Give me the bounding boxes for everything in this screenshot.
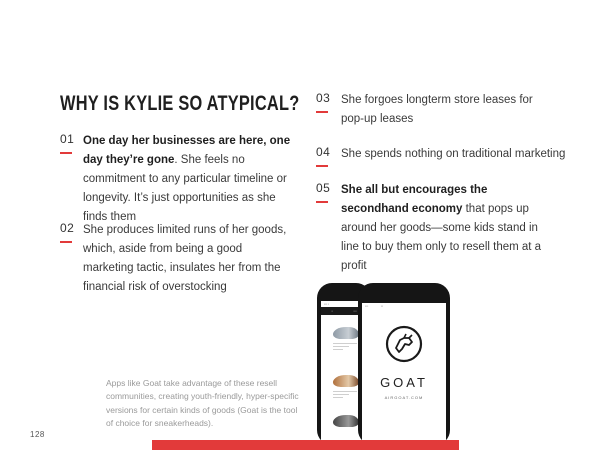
item-number: 03 xyxy=(316,91,331,105)
item-number: 02 xyxy=(60,221,75,235)
item-body-text: . She feels no commitment to any particular timeline or longevity. It’s just opportunities as she finds them xyxy=(83,154,287,223)
shoe-image xyxy=(333,375,359,387)
red-dash xyxy=(316,201,328,203)
goat-wordmark: GOAT xyxy=(380,375,428,390)
image-caption: Apps like Goat take advantage of these resell communities, creating youth-friendly, hyper-specific versions for certain kinds of goods (Goat is the tool of choice for sneakerheads). xyxy=(106,377,299,428)
list-item-02 xyxy=(60,221,300,301)
status-bar: ▪▪▪ ▪ xyxy=(324,302,330,306)
shoe-image xyxy=(333,415,359,427)
item-text xyxy=(341,91,541,129)
shoe-text-lines xyxy=(333,343,357,352)
shoe-text-lines xyxy=(333,391,357,400)
status-bar: ▪▪▪ ▪▪ xyxy=(365,304,383,308)
list-item-04 xyxy=(316,145,566,175)
item-text xyxy=(341,145,571,164)
item-text xyxy=(83,221,288,297)
red-dash xyxy=(60,152,72,154)
red-dash xyxy=(60,241,72,243)
item-bold-text: She all but encourages the secondhand economy xyxy=(341,184,488,215)
item-bold-text: One day her businesses are here, one day they’re gone xyxy=(83,135,291,166)
item-body-text: that pops up around her goods—some kids stand in line to buy them only to resell them at a profit xyxy=(341,203,542,272)
page-title: WHY IS KYLIE SO ATYPICAL? xyxy=(60,92,300,115)
item-number: 04 xyxy=(316,145,331,159)
red-dash xyxy=(316,165,328,167)
goat-logo-icon xyxy=(385,325,423,363)
app-tab: ▪ ▪ xyxy=(353,309,357,313)
item-body-text: She forgoes longterm store leases for pop-up leases xyxy=(341,94,533,125)
item-body-text: She produces limited runs of her goods, which, aside from being a good marketing tactic, insulates her from the financial risk of overstocking xyxy=(83,224,287,293)
list-item-01 xyxy=(60,132,300,223)
app-tab: ▪ xyxy=(331,309,333,313)
red-dash xyxy=(316,111,328,113)
item-text xyxy=(341,181,556,276)
goat-url: AIRGOAT.COM xyxy=(384,395,424,400)
item-text xyxy=(83,132,295,227)
phone-front xyxy=(358,283,450,445)
red-footer-bar xyxy=(152,440,459,450)
list-item-05 xyxy=(316,181,556,272)
page-number: 128 xyxy=(30,430,45,439)
item-number: 01 xyxy=(60,132,75,146)
phone-front-screen xyxy=(362,303,446,445)
item-body-text: She spends nothing on traditional marketing xyxy=(341,148,566,160)
item-number: 05 xyxy=(316,181,331,195)
list-item-03 xyxy=(316,91,556,131)
shoe-image xyxy=(333,327,359,339)
